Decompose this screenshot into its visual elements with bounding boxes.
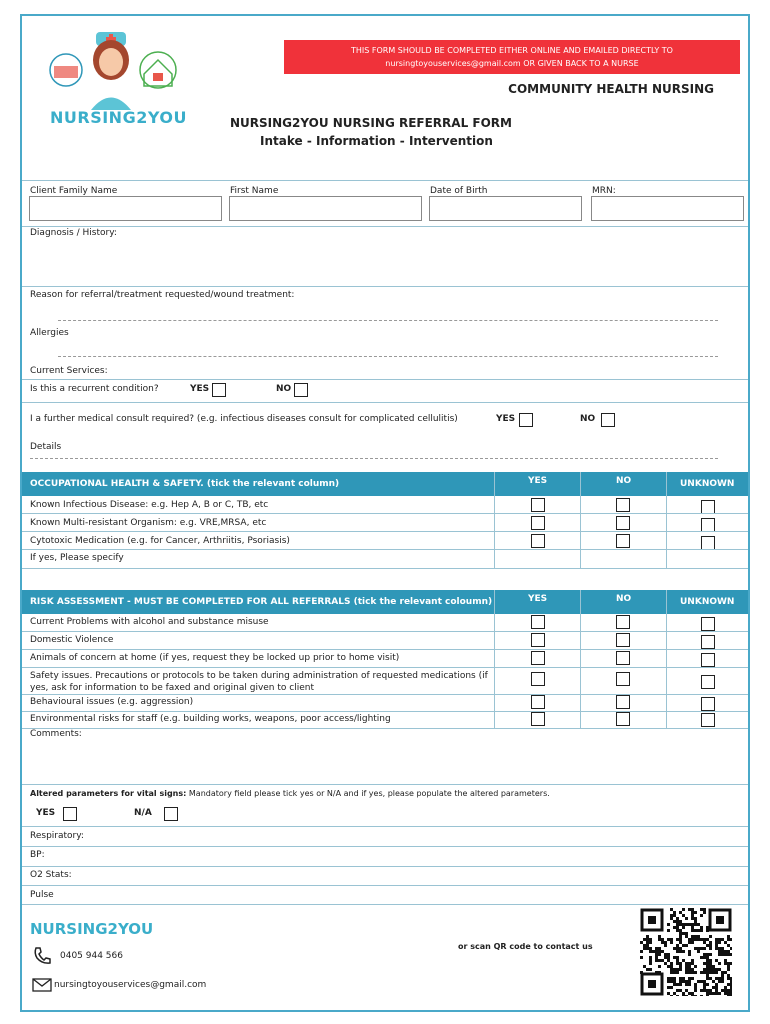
divider — [22, 379, 748, 380]
ohs-row-3-no-checkbox[interactable] — [616, 534, 630, 548]
risk-row-6-no-checkbox[interactable] — [616, 712, 630, 726]
dob-label: Date of Birth — [430, 186, 488, 196]
divider — [22, 711, 748, 712]
current-services-label: Current Services: — [30, 366, 108, 376]
risk-no-header: NO — [616, 594, 632, 604]
ohs-yes-header: YES — [528, 476, 548, 486]
ohs-no-header: NO — [616, 476, 632, 486]
footer-phone: 0405 944 566 — [60, 951, 123, 961]
divider — [22, 784, 748, 785]
first-name-field[interactable] — [229, 196, 422, 221]
risk-row-3-unknown-checkbox[interactable] — [701, 653, 715, 667]
risk-yes-header: YES — [528, 594, 548, 604]
ohs-row-2-no-checkbox[interactable] — [616, 516, 630, 530]
footer-email: nursingtoyouservices@gmail.com — [54, 980, 207, 990]
vitals-yes-label: YES — [36, 808, 56, 818]
allergies-line[interactable] — [58, 356, 718, 357]
risk-row-4-no-checkbox[interactable] — [616, 672, 630, 686]
risk-row-3-no-checkbox[interactable] — [616, 651, 630, 665]
risk-row-2-unknown-checkbox[interactable] — [701, 635, 715, 649]
allergies-label: Allergies — [30, 328, 69, 338]
divider — [22, 667, 748, 668]
risk-row-1-label: Current Problems with alcohol and substance misuse — [30, 617, 269, 627]
divider — [22, 694, 748, 695]
divider — [22, 649, 748, 650]
risk-header-text: RISK ASSESSMENT - MUST BE COMPLETED FOR ALL REFERRALS (tick the relevant coloumn) — [30, 597, 493, 607]
email-icon — [32, 976, 52, 992]
divider — [22, 402, 748, 403]
recurrent-yes-label: YES — [190, 384, 210, 394]
vitals-yes-checkbox[interactable] — [63, 807, 77, 821]
details-label: Details — [30, 442, 62, 452]
qr-instruction: or scan QR code to contact us — [458, 942, 593, 951]
recurrent-label: Is this a recurrent condition? — [30, 384, 159, 394]
ohs-row-2-label: Known Multi-resistant Organism: e.g. VRE,MRSA, etc — [30, 518, 267, 528]
comments-label: Comments: — [30, 729, 82, 739]
risk-table-header — [22, 590, 748, 614]
ohs-row-1-unknown-checkbox[interactable] — [701, 500, 715, 514]
risk-row-1-no-checkbox[interactable] — [616, 615, 630, 629]
client-family-name-label: Client Family Name — [30, 186, 118, 196]
divider — [22, 549, 748, 550]
recurrent-no-checkbox[interactable] — [294, 383, 308, 397]
vitals-label — [30, 789, 550, 798]
risk-row-5-no-checkbox[interactable] — [616, 695, 630, 709]
logo-text: NURSING2YOU — [50, 108, 187, 127]
risk-row-6-unknown-checkbox[interactable] — [701, 713, 715, 727]
risk-row-1-unknown-checkbox[interactable] — [701, 617, 715, 631]
risk-row-4-label: Safety issues. Precautions or protocols to be taken during administration of requested medications (if yes, ask for information to be faxed and original given to client — [30, 671, 488, 693]
divider — [22, 568, 748, 569]
ohs-row-3-label: Cytotoxic Medication (e.g. for Cancer, Arthriitis, Psoriasis) — [30, 536, 290, 546]
divider — [22, 826, 748, 827]
recurrent-no-label: NO — [276, 384, 292, 394]
recurrent-yes-checkbox[interactable] — [212, 383, 226, 397]
respiratory-label: Respiratory: — [30, 831, 84, 841]
form-title: NURSING2YOU NURSING REFERRAL FORM — [230, 116, 512, 130]
vitals-label-bold: Altered parameters for vital signs: — [30, 789, 187, 798]
pulse-label: Pulse — [30, 890, 54, 900]
reason-label: Reason for referral/treatment requested/wound treatment: — [30, 290, 295, 300]
divider — [22, 226, 748, 227]
risk-row-2-yes-checkbox[interactable] — [531, 633, 545, 647]
divider — [22, 286, 748, 287]
divider — [22, 513, 748, 514]
bp-label: BP: — [30, 850, 45, 860]
nurse-illustration-icon — [36, 30, 186, 110]
consult-yes-label: YES — [496, 414, 516, 424]
reason-line[interactable] — [58, 320, 718, 321]
column-divider — [494, 472, 495, 568]
ohs-table-header — [22, 472, 748, 496]
org-title: COMMUNITY HEALTH NURSING — [508, 82, 714, 96]
risk-row-1-yes-checkbox[interactable] — [531, 615, 545, 629]
mrn-field[interactable] — [591, 196, 744, 221]
instruction-banner — [284, 40, 740, 74]
risk-row-5-label: Behavioural issues (e.g. aggression) — [30, 697, 194, 707]
vitals-na-checkbox[interactable] — [164, 807, 178, 821]
ohs-row-2-yes-checkbox[interactable] — [531, 516, 545, 530]
mrn-label: MRN: — [592, 186, 616, 196]
vitals-label-rest: Mandatory field please tick yes or N/A and if yes, please populate the altered parameters. — [186, 789, 550, 798]
ohs-row-2-unknown-checkbox[interactable] — [701, 518, 715, 532]
ohs-row-1-yes-checkbox[interactable] — [531, 498, 545, 512]
ohs-row-3-unknown-checkbox[interactable] — [701, 536, 715, 550]
risk-row-3-yes-checkbox[interactable] — [531, 651, 545, 665]
risk-row-5-yes-checkbox[interactable] — [531, 695, 545, 709]
phone-icon — [32, 946, 52, 966]
risk-row-2-no-checkbox[interactable] — [616, 633, 630, 647]
risk-row-6-yes-checkbox[interactable] — [531, 712, 545, 726]
ohs-row-3-yes-checkbox[interactable] — [531, 534, 545, 548]
column-divider — [580, 472, 581, 568]
details-line[interactable] — [30, 458, 718, 459]
form-subtitle: Intake - Information - Intervention — [260, 134, 493, 148]
banner-text: THIS FORM SHOULD BE COMPLETED EITHER ONLINE AND EMAILED DIRECTLY TO nursingtoyouservices@gmail.com OR GIVEN BACK TO A NURSE — [351, 46, 673, 68]
client-family-name-field[interactable] — [29, 196, 222, 221]
form-frame — [20, 14, 750, 1012]
column-divider — [580, 590, 581, 728]
divider — [22, 180, 748, 181]
divider — [22, 885, 748, 886]
risk-row-4-yes-checkbox[interactable] — [531, 672, 545, 686]
first-name-label: First Name — [230, 186, 279, 196]
vitals-na-label: N/A — [134, 808, 152, 818]
ohs-unknown-header: UNKNOWN — [680, 479, 735, 489]
consult-no-checkbox[interactable] — [601, 413, 615, 427]
consult-yes-checkbox[interactable] — [519, 413, 533, 427]
column-divider — [666, 472, 667, 568]
risk-row-6-label: Environmental risks for staff (e.g. building works, weapons, poor access/lighting — [30, 714, 391, 724]
divider — [22, 866, 748, 867]
ohs-row-1-label: Known Infectious Disease: e.g. Hep A, B or C, TB, etc — [30, 500, 269, 510]
consult-label: I a further medical consult required? (e.g. infectious diseases consult for complicated cellulitis) — [30, 414, 458, 424]
consult-no-label: NO — [580, 414, 596, 424]
ohs-specify-label: If yes, Please specify — [30, 553, 124, 563]
risk-row-5-unknown-checkbox[interactable] — [701, 697, 715, 711]
divider — [22, 531, 748, 532]
footer-logo-text: NURSING2YOU — [30, 920, 154, 938]
dob-field[interactable] — [429, 196, 582, 221]
ohs-header-text: OCCUPATIONAL HEALTH & SAFETY. (tick the relevant column) — [30, 479, 340, 489]
qr-code-image[interactable] — [640, 908, 732, 996]
column-divider — [494, 590, 495, 728]
divider — [22, 846, 748, 847]
logo — [36, 30, 186, 130]
diagnosis-label: Diagnosis / History: — [30, 228, 117, 238]
divider — [22, 904, 748, 905]
column-divider — [666, 590, 667, 728]
risk-unknown-header: UNKNOWN — [680, 597, 735, 607]
risk-row-4-unknown-checkbox[interactable] — [701, 675, 715, 689]
divider — [22, 728, 748, 729]
divider — [22, 631, 748, 632]
ohs-row-1-no-checkbox[interactable] — [616, 498, 630, 512]
risk-row-3-label: Animals of concern at home (if yes, request they be locked up prior to home visit) — [30, 653, 400, 663]
risk-row-2-label: Domestic Violence — [30, 635, 114, 645]
o2-stats-label: O2 Stats: — [30, 870, 72, 880]
